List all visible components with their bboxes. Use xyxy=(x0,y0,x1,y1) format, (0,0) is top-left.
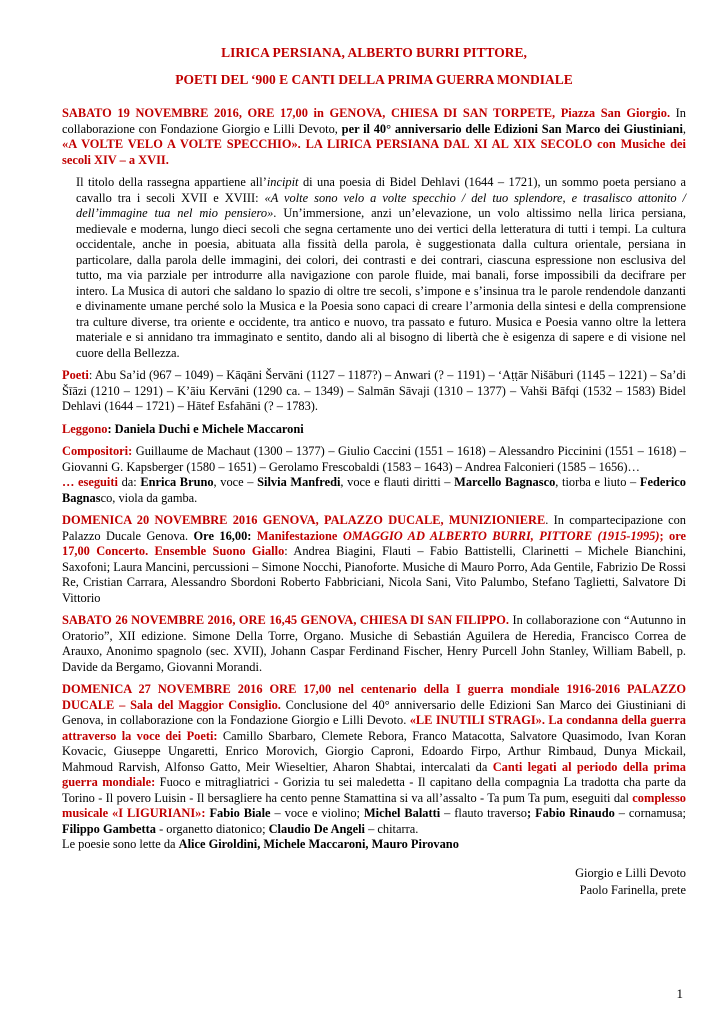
performer-1-role: , voce – xyxy=(213,475,258,489)
event-4-theme: «LE INUTILI STRAGI». La condanna della guerra attraverso la voce dei Poeti: xyxy=(62,713,686,743)
event-4-songs: Fuoco e mitragliatrici - Gorizia tu sei maledetta - Il capitano della compagnia La tradotta cha parte da Torino - Il povero Luisin - Il bersagliere ha cento penne Stamattina si va all’assalto - Ta pum Ta pum, eseguiti dal xyxy=(62,775,686,805)
composers-label: Compositori: xyxy=(62,444,133,458)
event-1-text-1: In collaborazione con Fondazione Giorgio e Lilli Devoto, xyxy=(62,106,686,136)
event-3-date: SABATO 26 NOVEMBRE 2016, ORE 16,45 GENOVA, CHIESA DI SAN FILIPPO. xyxy=(62,613,510,627)
title-line-2: POETI DEL ‘900 E CANTI DELLA PRIMA GUERRA MONDIALE xyxy=(175,72,573,87)
event-4-readers xyxy=(62,837,686,853)
performer-4: Federico Bagnas xyxy=(62,475,686,505)
performers-label: … eseguiti xyxy=(62,475,118,489)
event-4-songs-label: Canti legati al periodo della prima guerra mondiale: xyxy=(62,759,686,789)
event-1-performers xyxy=(62,475,686,506)
event-4-poets: Camillo Sbarbaro, Clemete Rebora, Franco Matacotta, Salvatore Quasimodo, Ivan Koran Kovacic, Giuseppe Ungaretti, Enrico Morovich, Giorgio Caproni, Edoardo Firpo, Arthur Rimbaud, Dunya Mickail, Mahmoud Rarvish, Alfonso Gatto, Meir Wieseltier, Aharon Shabtai, intercalati da xyxy=(62,728,686,774)
event-1-readers xyxy=(62,422,686,438)
page-number: 1 xyxy=(676,986,683,1001)
event-1-program-title: «A VOLTE VELO A VOLTE SPECCHIO». LA LIRICA PERSIANA DAL XI AL XIX SECOLO con Musiche dei secoli XIV – a XVII. xyxy=(62,137,686,167)
performer-4-role: co, viola da gamba. xyxy=(100,490,198,505)
musician-5-role: – chitarra. xyxy=(365,821,419,836)
event-1-anniversary: per il 40° anniversario delle Edizioni San Marco dei Giustiniani xyxy=(341,121,683,136)
event-1-poets xyxy=(62,368,686,415)
musician-1: Fabio Biale xyxy=(209,806,271,820)
event-2-date: DOMENICA 20 NOVEMBRE 2016 GENOVA, PALAZZO DUCALE, MUNIZIONIERE xyxy=(62,513,546,527)
performer-3-role: , tiorba e liuto – xyxy=(555,475,640,489)
desc-incipit: incipit xyxy=(266,175,299,189)
document-page xyxy=(62,44,686,899)
event-1-composers xyxy=(62,444,686,475)
event-1-date: SABATO 19 NOVEMBRE 2016, ORE 17,00 in GENOVA, CHIESA DI SAN TORPETE, Piazza San Giorgio. xyxy=(62,106,671,120)
event-2-time: Ore 16,00: xyxy=(193,528,257,543)
event-2-manifestation: Manifestazione xyxy=(256,528,343,543)
musician-5: Claudio De Angeli xyxy=(268,821,365,836)
event-4-readers-list: Alice Giroldini, Michele Maccaroni, Mauro Pirovano xyxy=(178,837,459,851)
composers-list: Guillaume de Machaut (1300 – 1377) – Giulio Caccini (1551 – 1618) – Alessandro Piccinini (1551 – 1618) – Giovanni G. Kapsberger (1580 – 1651) – Gerolamo Frescobaldi (1583 – 1643) – Andrea Falconieri (1585 – 1656)… xyxy=(62,444,686,474)
musician-3: ; Fabio Rinaudo xyxy=(527,806,615,820)
signature xyxy=(62,865,686,899)
event-4 xyxy=(62,682,686,837)
signature-line-1: Giorgio e Lilli Devoto xyxy=(575,865,686,880)
desc-quote: «A volte sono velo a volte specchio / del tuo splendore, e trasalisco attonito / dell’immagine tua nel mio pensiero» xyxy=(76,190,686,220)
signature-line-2: Paolo Farinella, prete xyxy=(579,882,686,897)
event-3-text-1: In collaborazione con “Autunno in Oratorio”, XII edizione. Simone Della Torre, Organo xyxy=(62,613,686,643)
performers-da: da: xyxy=(117,475,141,489)
event-4-date: DOMENICA 27 NOVEMBRE 2016 ORE 17,00 nel centenario della I guerra mondiale 1916-2016 PALAZZO DUCALE – Sala del Maggior Consiglio. xyxy=(62,682,686,712)
musician-3-role: – cornamusa; xyxy=(614,806,686,820)
title-line-1: LIRICA PERSIANA, ALBERTO BURRI PITTORE, xyxy=(221,45,527,60)
desc-text-2: di una poesia di Bidel Dehlavi (1644 – 1721), un sommo poeta persiano a cavallo tra i secoli XVII e XVIII: xyxy=(76,175,686,205)
event-1-intro xyxy=(62,106,686,168)
readers-list: : Daniela Duchi e Michele Maccaroni xyxy=(107,421,304,436)
event-4-readers-pre: Le poesie sono lette da xyxy=(62,837,179,851)
musician-4-role: - organetto diatonico; xyxy=(155,821,269,836)
performer-2: Silvia Manfredi xyxy=(257,475,341,489)
poets-label: Poeti xyxy=(62,368,89,382)
event-1-sep: , xyxy=(682,121,686,136)
event-2-homage: OMAGGIO AD ALBERTO BURRI, PITTORE (1915-1995) xyxy=(342,528,660,543)
musician-2: Michel Balatti xyxy=(363,806,441,820)
musician-4: Filippo Gambetta xyxy=(62,821,156,836)
readers-label: Leggono xyxy=(62,421,108,436)
poets-list: : Abu Sa’id (967 – 1049) – Kāqāni Šervāni (1127 – 1187?) – Anwari (? – 1191) – ‘Aṭṭār Nišāburi (1145 – 1221) – Sa’di Šīāzi (1210 – 1291) – K’āiu Kervāni (1290 ca. – 1349) – Salmān Sāvaji (1310 – 1377) – Vahši Bāfqi (1532 – 1583) Bidel Dehlavi (1644 – 1721) – Hātef Esfahāni (? – 1783). xyxy=(62,368,686,413)
desc-text-3: . Un’immersione, anzi un’elevazione, un volo altissimo nella lirica persiana, medievale e moderna, lungo dieci secoli che segna certamente uno dei vertici della letteratura di tutti i tempi. La cultura occidentale, anche in poesia, abituata alla fissità della parola, è suggestionata dalla cultura orientale, persiana in particolare, dalla parola delle immagini, dei colori, dei contrasti e dei contrari, ciascuna espressione non esclusiva del tutto, ma via parziale per introdurre alla navigazione con parole fluide, mai banali, forse impossibili da decifrare per intero. La Musica di autori che saldano lo spazio di oltre tre secoli, s’impone e s’insinua tra le parole rendendole danzanti e divinamente umane perché solo la Musica e la Poesia sono capaci di creare l’armonia della sintesi e della comprensione tra culture diverse, tra oriente e occidente, tra antico e nuovo, tra passato e futuro. Musica e Poesia vanno oltre la lettera materiale e si annidano tra immaginato e sentito, dando ali al bisogno di libertà che è esigenza di sapere e di visione nel cuore della Bellezza. xyxy=(76,206,686,360)
event-2-performers: : Andrea Biagini, Flauti – Fabio Battistelli, Clarinetti – Michele Bianchini, Saxofoni; Laura Mancini, percussioni – Simone Nocchi, Pianoforte. Musiche di Mauro Porro, Ada Gentile, Fabrizio De Rossi Re, Cristian Carrara, Alessandro Sbordoni Roberto Fabbriciani, Nicola Sani, Vito Palumbo, Stefano Taglietti, Salvatore Di Vittorio xyxy=(62,544,686,605)
musician-1-role: – voce e violino; xyxy=(270,806,364,820)
event-1-description xyxy=(76,175,686,361)
event-2 xyxy=(62,513,686,606)
performer-2-role: , voce e flauti diritti – xyxy=(340,475,455,489)
performer-1: Enrica Bruno xyxy=(140,475,214,489)
musician-2-role: – flauto traverso xyxy=(440,806,528,820)
performer-3: Marcello Bagnasco xyxy=(454,475,556,489)
event-4-text-1: Conclusione del 40° anniversario delle Edizioni San Marco dei Giustiniani di Genova, in collaborazione con la Fondazione Giorgio e Lilli Devoto. xyxy=(62,697,686,727)
event-2-concert: ; ore 17,00 Concerto. Ensemble Suono Giallo xyxy=(62,528,686,558)
event-2-text-1: . In compartecipazione con Palazzo Ducale Genova. xyxy=(62,513,686,543)
event-3-text-2: . Musiche di Sebastián Aguilera de Heredia, Francisco Correa de Arauxo, Anonimo spagnolo (sec. XVII), Johann Caspar Ferdinand Fischer, Henry Purcell John Stanley, William Babell, p. Davide da Bergamo, Giovanni Morandi. xyxy=(62,628,686,674)
desc-text-1: Il titolo della rassegna appartiene all’ xyxy=(76,175,267,189)
event-4-ensemble: complesso musicale «I LIGURIANI»: xyxy=(62,790,686,820)
event-3 xyxy=(62,613,686,675)
